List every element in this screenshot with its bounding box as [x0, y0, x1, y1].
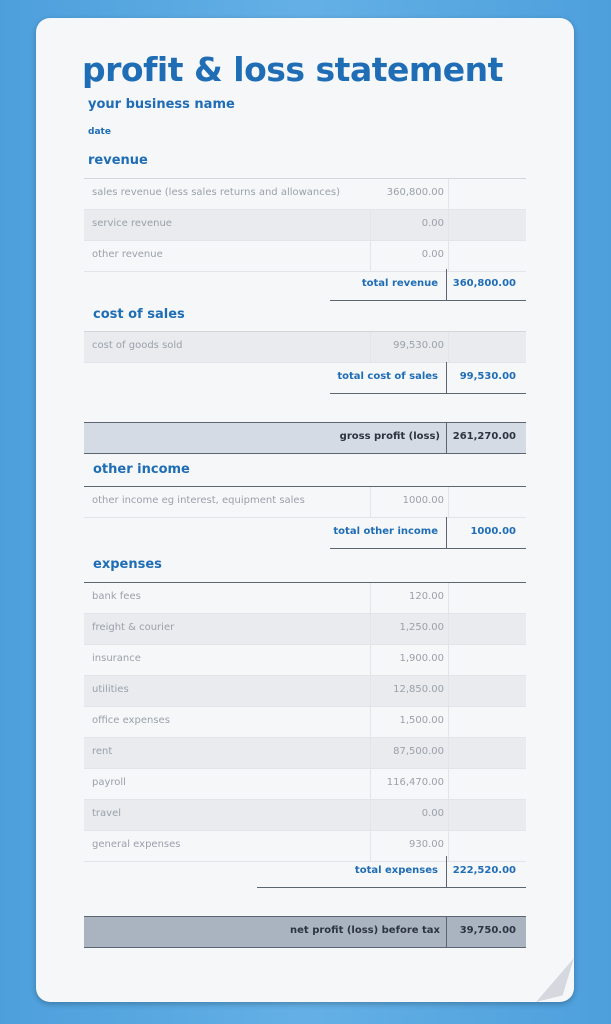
row-value: 1,250.00: [399, 622, 444, 633]
row-value: 930.00: [409, 839, 444, 850]
business-name: your business name: [88, 97, 235, 112]
table-row: [84, 241, 526, 272]
total-label: total expenses: [354, 865, 438, 876]
expenses-table: [84, 583, 526, 862]
table-row: [84, 707, 526, 738]
row-value: 360,800.00: [386, 187, 444, 198]
table-row: [84, 676, 526, 707]
total-revenue-row: [330, 269, 526, 301]
table-row: [84, 645, 526, 676]
row-value: 0.00: [421, 249, 444, 260]
other-income-heading: other income: [93, 462, 190, 477]
total-label: total cost of sales: [337, 371, 438, 382]
expenses-heading: expenses: [93, 557, 162, 572]
table-row: [84, 179, 526, 210]
row-label: cost of goods sold: [92, 340, 183, 351]
total-value: 222,520.00: [452, 865, 516, 876]
net-profit-row: [84, 916, 526, 948]
total-value: 360,800.00: [452, 278, 516, 289]
row-value: 120.00: [409, 591, 444, 602]
date-label: date: [88, 127, 111, 137]
row-label: rent: [92, 746, 113, 757]
net-profit-label: net profit (loss) before tax: [290, 925, 440, 936]
revenue-table: [84, 178, 526, 272]
row-label: other revenue: [92, 249, 163, 260]
row-label: office expenses: [92, 715, 170, 726]
row-label: other income eg interest, equipment sales: [92, 495, 305, 506]
table-row: [84, 738, 526, 769]
table-row: [84, 487, 526, 518]
row-value: 99,530.00: [393, 340, 444, 351]
other-income-table: [84, 487, 526, 518]
table-row: [84, 210, 526, 241]
gross-profit-row: [84, 422, 526, 454]
table-row: [84, 583, 526, 614]
row-label: bank fees: [92, 591, 141, 602]
document-title: profit & loss statement: [82, 50, 503, 89]
row-label: utilities: [92, 684, 129, 695]
row-label: service revenue: [92, 218, 172, 229]
table-row: [84, 769, 526, 800]
row-label: insurance: [92, 653, 141, 664]
row-label: travel: [92, 808, 122, 819]
cost-of-sales-table: [84, 331, 526, 363]
row-value: 116,470.00: [386, 777, 444, 788]
row-label: sales revenue (less sales returns and allowances): [92, 187, 341, 198]
table-row: [84, 614, 526, 645]
total-expenses-row: [257, 856, 526, 888]
net-profit-value: 39,750.00: [459, 925, 516, 936]
gross-profit-label: gross profit (loss): [339, 431, 440, 442]
row-value: 1,900.00: [399, 653, 444, 664]
row-label: payroll: [92, 777, 126, 788]
total-label: total other income: [333, 526, 438, 537]
table-row: [84, 800, 526, 831]
row-value: 0.00: [421, 808, 444, 819]
total-value: 1000.00: [470, 526, 516, 537]
total-other-income-row: [330, 517, 526, 549]
table-row: [84, 332, 526, 363]
row-value: 1,500.00: [399, 715, 444, 726]
total-value: 99,530.00: [459, 371, 516, 382]
row-label: freight & courier: [92, 622, 175, 633]
total-label: total revenue: [361, 278, 438, 289]
cost-of-sales-heading: cost of sales: [93, 307, 185, 322]
revenue-heading: revenue: [88, 153, 148, 168]
gross-profit-value: 261,270.00: [452, 431, 516, 442]
row-value: 87,500.00: [393, 746, 444, 757]
row-value: 12,850.00: [393, 684, 444, 695]
row-value: 1000.00: [402, 495, 444, 506]
row-label: general expenses: [92, 839, 181, 850]
row-value: 0.00: [421, 218, 444, 229]
total-cost-of-sales-row: [330, 362, 526, 394]
